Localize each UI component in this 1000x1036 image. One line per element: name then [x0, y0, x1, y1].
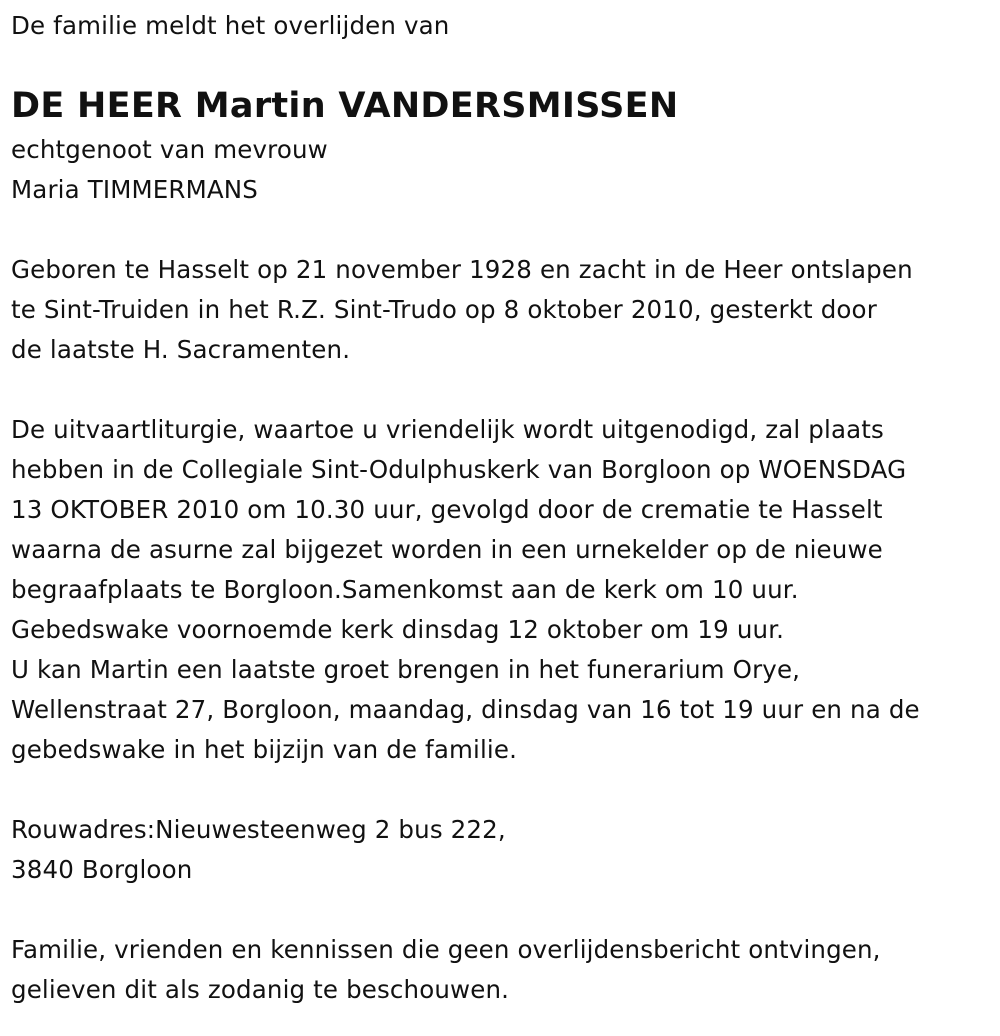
- paragraph-line: waarna de asurne zal bijgezet worden in een urnekelder op de nieuwe: [11, 535, 883, 564]
- address-block: [11, 810, 1000, 890]
- paragraph-line: begraafplaats te Borgloon.Samenkomst aan de kerk om 10 uur.: [11, 575, 799, 604]
- paragraph-line: Wellenstraat 27, Borgloon, maandag, dinsdag van 16 tot 19 uur en na de: [11, 695, 920, 724]
- paragraph-line: gebedswake in het bijzijn van de familie.: [11, 735, 518, 764]
- spouse-block: [11, 130, 1000, 210]
- closing-paragraph: [11, 930, 1000, 1010]
- paragraph-line: Gebedswake voornoemde kerk dinsdag 12 oktober om 19 uur.: [11, 615, 785, 644]
- intro-text: De familie meldt het overlijden van: [11, 11, 450, 40]
- paragraph-line: De uitvaartliturgie, waartoe u vriendelijk wordt uitgenodigd, zal plaats: [11, 415, 884, 444]
- paragraph-line: U kan Martin een laatste groet brengen in het funerarium Orye,: [11, 655, 801, 684]
- paragraph-line: gelieven dit als zodanig te beschouwen.: [11, 975, 510, 1004]
- address-line: 3840 Borgloon: [11, 855, 193, 884]
- death-notice: [0, 6, 1000, 1036]
- paragraph-line: Familie, vrienden en kennissen die geen overlijdensbericht ontvingen,: [11, 935, 881, 964]
- deceased-name: DE HEER Martin VANDERSMISSEN: [11, 86, 679, 126]
- spacer: [11, 770, 1000, 810]
- address-line: Rouwadres:Nieuwesteenweg 2 bus 222,: [11, 815, 506, 844]
- paragraph-line: hebben in de Collegiale Sint-Odulphuskerk van Borgloon op WOENSDAG: [11, 455, 907, 484]
- spacer: [11, 370, 1000, 410]
- spacer: [11, 210, 1000, 250]
- paragraph-line: de laatste H. Sacramenten.: [11, 335, 351, 364]
- paragraph-line: Geboren te Hasselt op 21 november 1928 en zacht in de Heer ontslapen: [11, 255, 913, 284]
- spouse-line: echtgenoot van mevrouw: [11, 135, 328, 164]
- birth-death-paragraph: [11, 250, 1000, 370]
- spouse-line: Maria TIMMERMANS: [11, 175, 258, 204]
- spacer: [11, 890, 1000, 930]
- funeral-paragraph: [11, 410, 1000, 770]
- paragraph-line: te Sint-Truiden in het R.Z. Sint-Trudo op 8 oktober 2010, gesterkt door: [11, 295, 877, 324]
- paragraph-line: 13 OKTOBER 2010 om 10.30 uur, gevolgd door de crematie te Hasselt: [11, 495, 883, 524]
